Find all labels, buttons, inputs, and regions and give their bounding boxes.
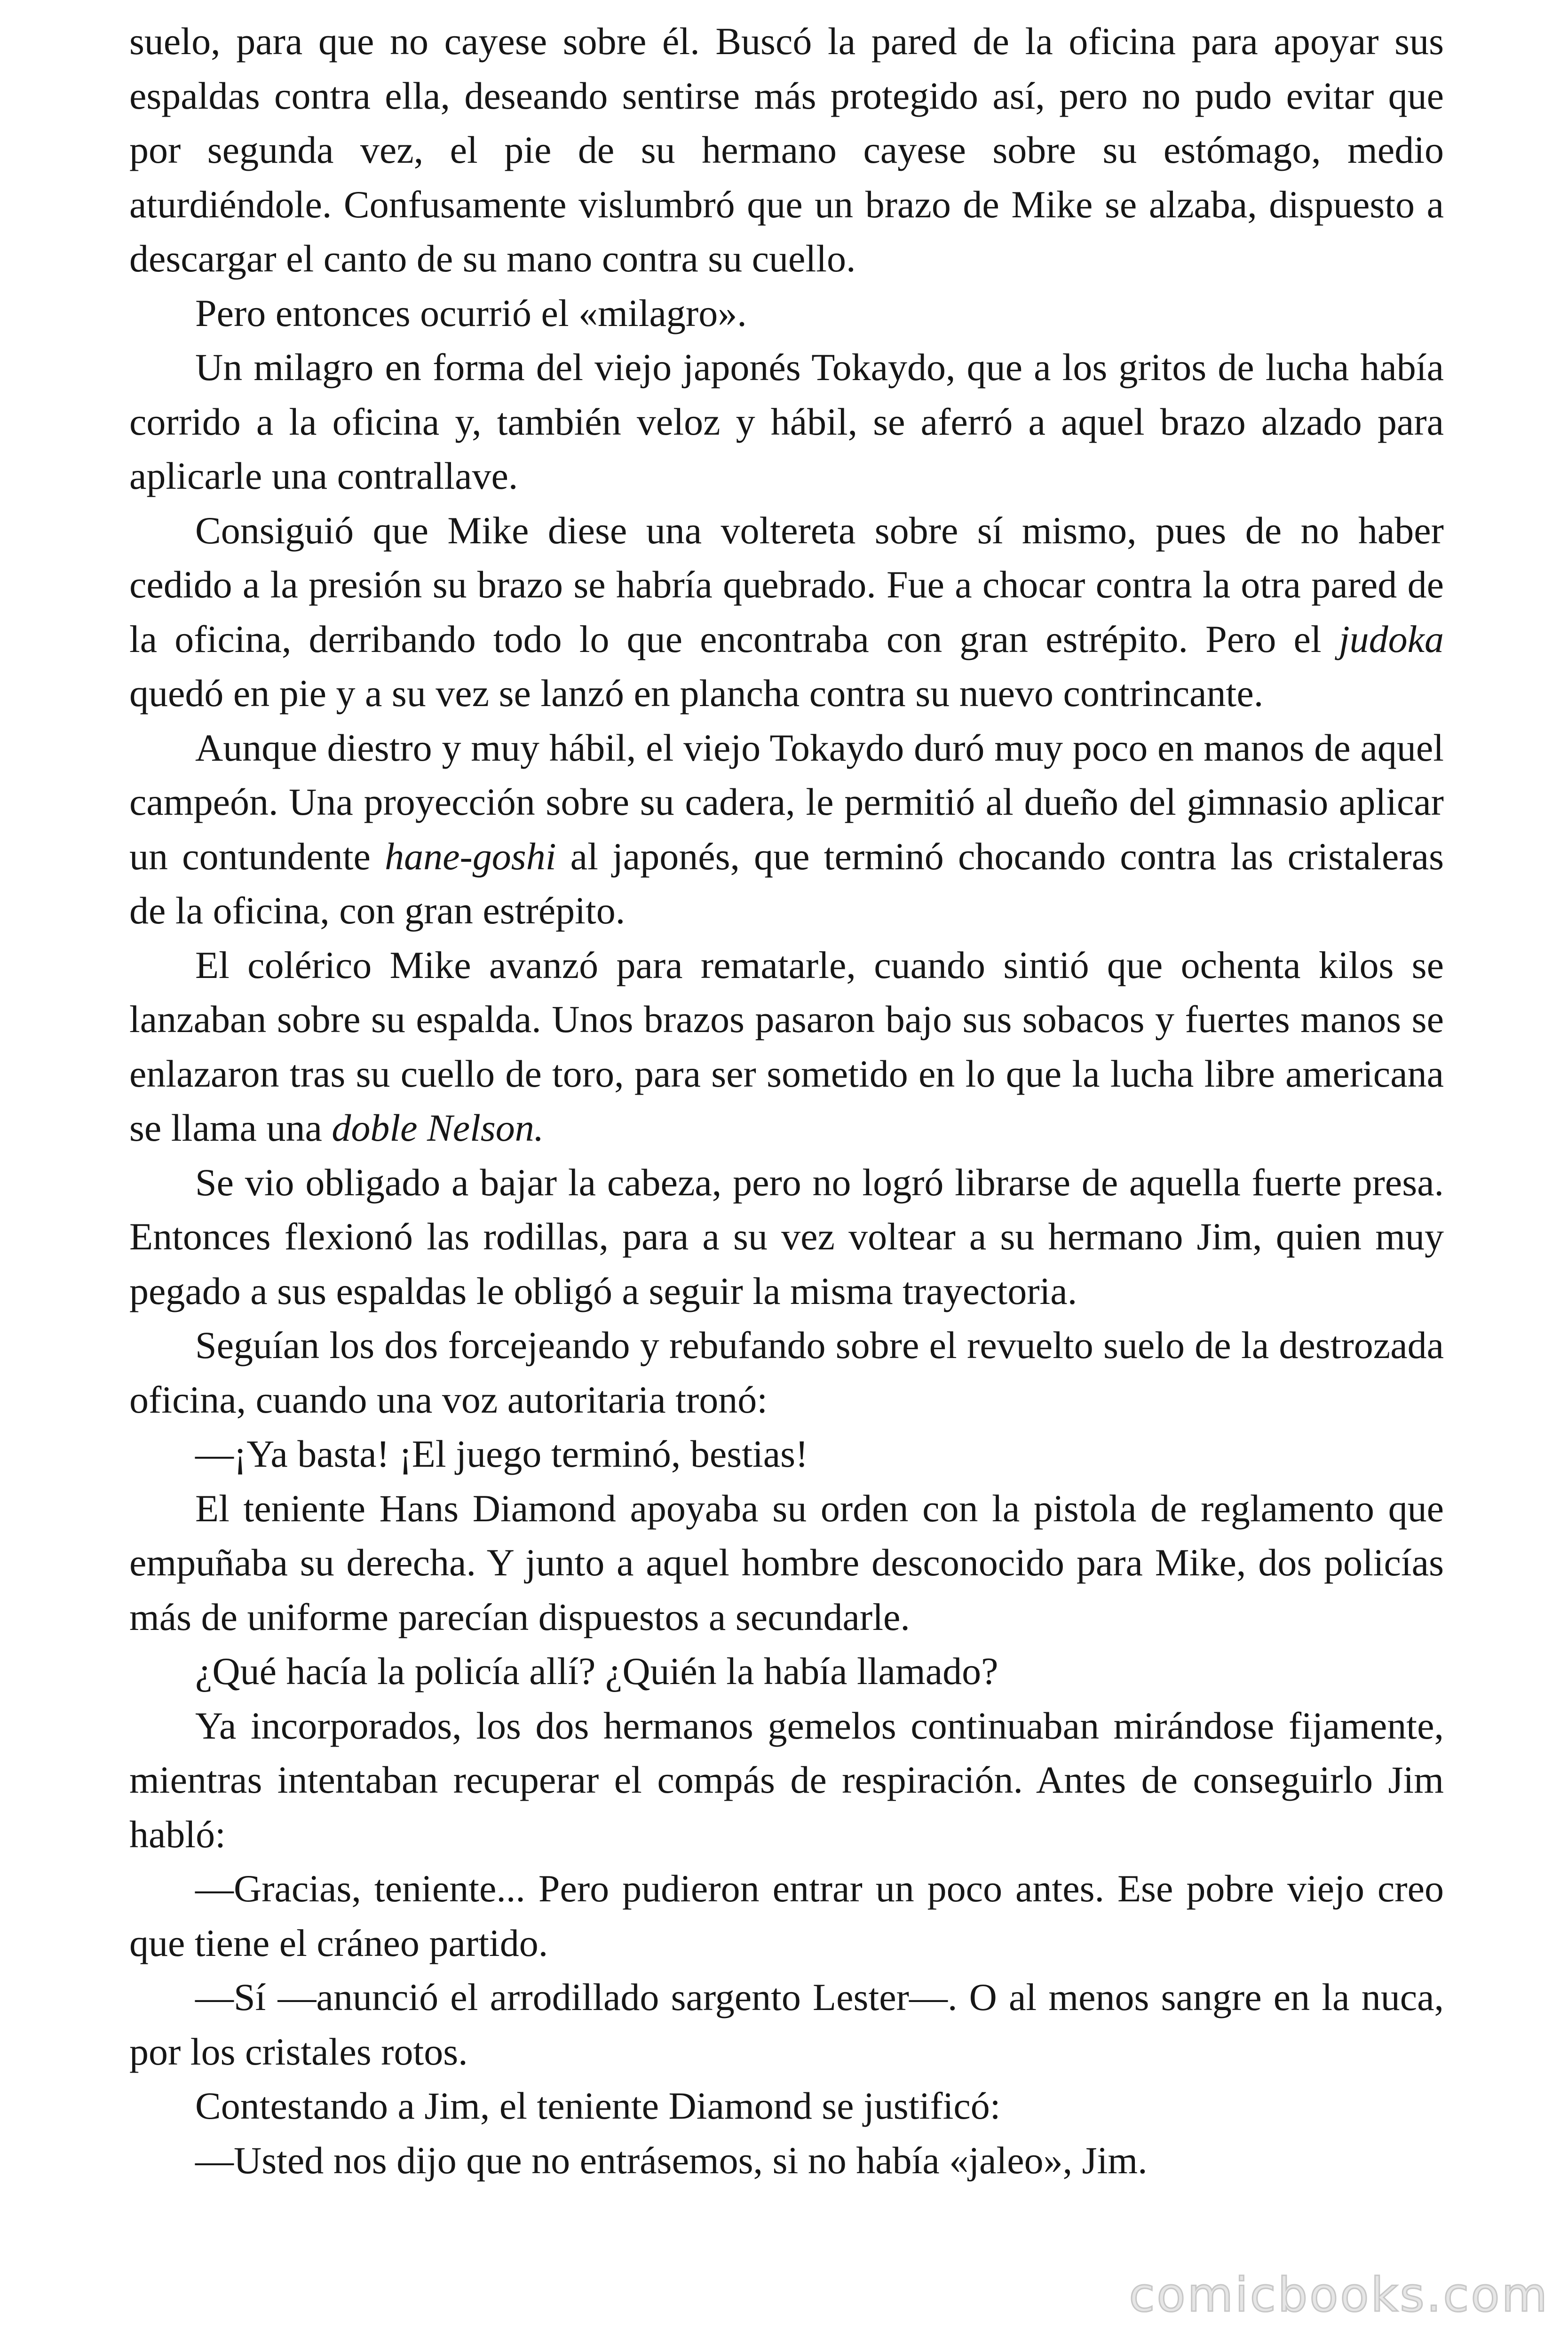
paragraph-5 <box>129 721 1444 938</box>
paragraph-3: Un milagro en forma del viejo japonés Tokaydo, que a los gritos de lucha había corrido a la oficina y, también veloz y hábil, se aferró a aquel brazo alzado para aplicarle una contrallave. <box>129 346 1444 497</box>
paragraph-6-text-a: El colérico Mike avanzó para rematarle, cuando sintió que ochenta kilos se lanzaban sobre su espalda. Unos brazos pasaron bajo sus sobacos y fuertes manos se enlazaron tras su cuello de toro, para ser sometido en lo que la lucha libre americana se llama una <box>129 943 1444 1149</box>
page-text <box>129 14 1444 2187</box>
paragraph-5-italic: hane-goshi <box>385 834 556 878</box>
paragraph-5-text-b: al japonés, que terminó chocando contra las cristaleras de la oficina, con gran estrépito. <box>129 834 1444 932</box>
paragraph-4-text-a: Consiguió que Mike diese una voltereta sobre sí mismo, pues de no haber cedido a la presión su brazo se habría quebrado. Fue a chocar contra la otra pared de la oficina, derribando todo lo que encontraba con gran estrépito. Pero el <box>129 509 1444 660</box>
paragraph-6-italic: doble Nelson. <box>332 1106 544 1149</box>
paragraph-14: —Sí —anunció el arrodillado sargento Lester—. O al menos sangre en la nuca, por los cristales rotos. <box>129 1976 1444 2073</box>
paragraph-16: —Usted nos dijo que no entrásemos, si no había «jaleo», Jim. <box>195 2138 1148 2182</box>
paragraph-13: —Gracias, teniente... Pero pudieron entrar un poco antes. Ese pobre viejo creo que tiene el cráneo partido. <box>129 1867 1444 1964</box>
paragraph-11: ¿Qué hacía la policía allí? ¿Quién la había llamado? <box>195 1650 998 1692</box>
paragraph-12: Ya incorporados, los dos hermanos gemelos continuaban mirándose fijamente, mientras intentaban recuperar el compás de respiración. Antes de conseguirlo Jim habló: <box>129 1704 1444 1856</box>
paragraph-6 <box>129 938 1444 1155</box>
paragraph-1: suelo, para que no cayese sobre él. Buscó la pared de la oficina para apoyar sus espaldas contra ella, deseando sentirse más protegido así, pero no pudo evitar que por segunda vez, el pie de su hermano cayese sobre su estómago, medio aturdiéndole. Confusamente vislumbró que un brazo de Mike se alzaba, dispuesto a descargar el canto de su mano contra su cuello. <box>129 20 1444 280</box>
watermark: comicbooks.com <box>1129 2267 1549 2322</box>
paragraph-4-italic: judoka <box>1338 617 1444 660</box>
paragraph-4-text-b: quedó en pie y a su vez se lanzó en plancha contra su nuevo contrincante. <box>129 672 1264 715</box>
paragraph-9: —¡Ya basta! ¡El juego terminó, bestias! <box>195 1432 808 1475</box>
paragraph-10: El teniente Hans Diamond apoyaba su orden con la pistola de reglamento que empuñaba su derecha. Y junto a aquel hombre desconocido para Mike, dos policías más de uniforme parecían dispuestos a secundarle. <box>129 1486 1444 1638</box>
paragraph-8: Seguían los dos forcejeando y rebufando sobre el revuelto suelo de la destrozada oficina, cuando una voz autoritaria tronó: <box>129 1324 1444 1421</box>
paragraph-4 <box>129 503 1444 721</box>
paragraph-15: Contestando a Jim, el teniente Diamond se justificó: <box>195 2084 1001 2127</box>
paragraph-2: Pero entonces ocurrió el «milagro». <box>195 291 747 334</box>
paragraph-5-text-a: Aunque diestro y muy hábil, el viejo Tokaydo duró muy poco en manos de aquel campeón. Una proyección sobre su cadera, le permitió al dueño del gimnasio aplicar un contundente <box>129 726 1444 878</box>
paragraph-7: Se vio obligado a bajar la cabeza, pero no logró librarse de aquella fuerte presa. Entonces flexionó las rodillas, para a su vez voltear a su hermano Jim, quien muy pegado a sus espaldas le obligó a seguir la misma trayectoria. <box>129 1160 1444 1312</box>
